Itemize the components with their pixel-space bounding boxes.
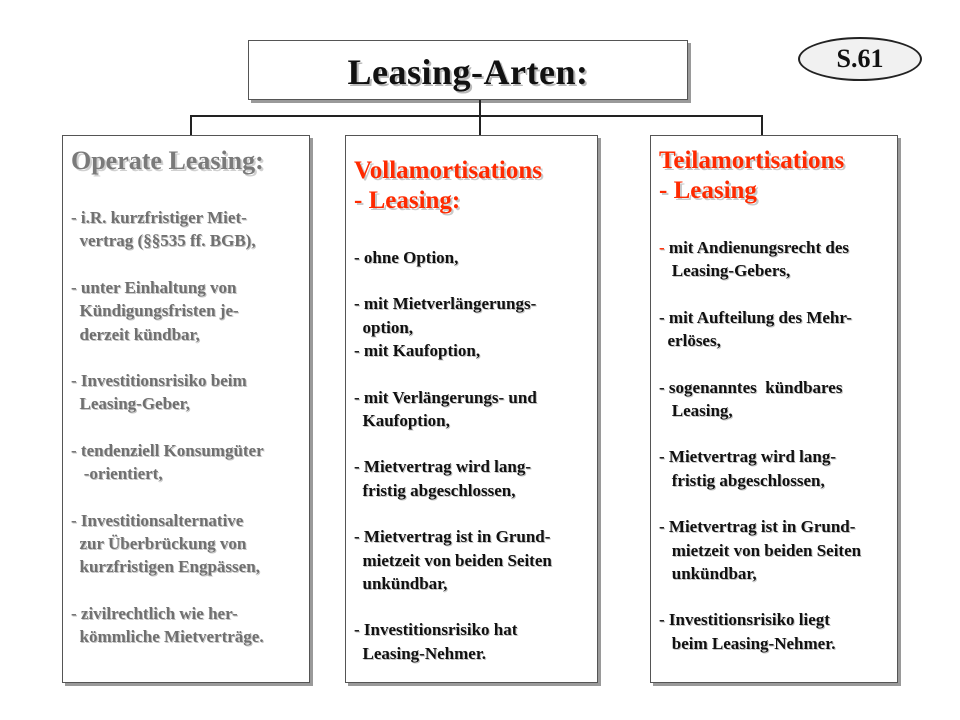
column-title-line: Teilamortisations	[659, 147, 845, 174]
list-item-line: - Mietvertrag ist in Grund-	[354, 527, 551, 547]
list-item-line: - mit Aufteilung des Mehr-	[659, 307, 852, 327]
list-item-line: - mit Mietverlängerungs-	[354, 294, 537, 314]
list-item-line: - sogenanntes kündbares	[659, 377, 843, 397]
list-item-line: - Investitionsrisiko beim	[71, 371, 247, 391]
title-box	[248, 40, 688, 100]
list-item-line: Kündigungsfristen je-	[71, 301, 239, 321]
column-title	[354, 156, 597, 216]
item-list	[354, 246, 597, 665]
list-item-line: Kaufoption,	[354, 411, 450, 431]
list-item-line: -orientiert,	[71, 464, 163, 484]
column-title-line: - Leasing:	[354, 187, 461, 214]
list-item-line: zur Überbrückung von	[71, 534, 247, 554]
list-item-line: - Mietvertrag ist in Grund-	[659, 517, 856, 537]
page-title: Leasing-Arten:	[347, 52, 589, 92]
list-item-line: derzeit kündbar,	[71, 324, 200, 344]
list-item-line: fristig abgeschlossen,	[354, 480, 516, 500]
list-item-line: erlöses,	[659, 331, 721, 351]
list-item-line: - Investitionsrisiko liegt	[659, 610, 830, 630]
list-item-line: - ohne Option,	[354, 248, 459, 267]
list-item-line: - tendenziell Konsumgüter	[71, 440, 264, 460]
list-item-line: kurzfristigen Engpässen,	[71, 557, 260, 577]
list-item-line: Leasing-Nehmer.	[354, 643, 487, 663]
connector-left-drop	[190, 115, 192, 136]
list-item-line: kömmliche Mietverträge.	[71, 627, 264, 647]
page-number-badge: S.61	[798, 37, 922, 81]
red-dash: -	[659, 238, 665, 257]
list-item-line: - Mietvertrag wird lang-	[354, 457, 532, 477]
connector-vertical-top	[479, 100, 481, 136]
list-item-line: option,	[354, 317, 414, 337]
list-item-line: beim Leasing-Nehmer.	[659, 633, 836, 653]
list-item-line: unkündbar,	[354, 574, 448, 594]
list-item-line: Leasing-Geber,	[71, 394, 190, 414]
column-title-line: Operate Leasing:	[71, 146, 264, 175]
item-list	[659, 236, 897, 655]
column-vollamortisations-leasing	[345, 135, 598, 683]
list-item-line: - mit Andienungsrecht des	[659, 238, 850, 257]
list-item-line: - Investitionsrisiko hat	[354, 620, 518, 640]
list-item-line: mietzeit von beiden Seiten	[354, 550, 552, 570]
list-item-line: fristig abgeschlossen,	[659, 470, 825, 490]
list-item-line: - i.R. kurzfristiger Miet-	[71, 208, 247, 227]
list-item-line: - mit Verlängerungs- und	[354, 387, 537, 407]
list-item-line: - Investitionsalternative	[71, 510, 244, 530]
column-title-line: - Leasing	[659, 177, 757, 204]
column-operate-leasing	[62, 135, 310, 683]
list-item-line: Leasing-Gebers,	[659, 261, 791, 281]
list-item-line: Leasing,	[659, 401, 733, 421]
list-item-line: - Mietvertrag wird lang-	[659, 447, 837, 467]
connector-horizontal	[190, 115, 762, 117]
list-item-line: - mit Kaufoption,	[354, 341, 481, 361]
column-title-line: Vollamortisations	[354, 157, 542, 184]
column-teilamortisations-leasing	[650, 135, 898, 683]
list-item-line: - unter Einhaltung von	[71, 277, 237, 297]
connector-right-drop	[761, 115, 763, 136]
list-item-line: mietzeit von beiden Seiten	[659, 540, 862, 560]
column-title	[71, 146, 309, 176]
item-list	[71, 206, 309, 649]
column-title	[659, 146, 897, 206]
list-item-line: vertrag (§§535 ff. BGB),	[71, 231, 256, 251]
list-item-line: - zivilrechtlich wie her-	[71, 603, 238, 623]
list-item-line: unkündbar,	[659, 564, 757, 584]
